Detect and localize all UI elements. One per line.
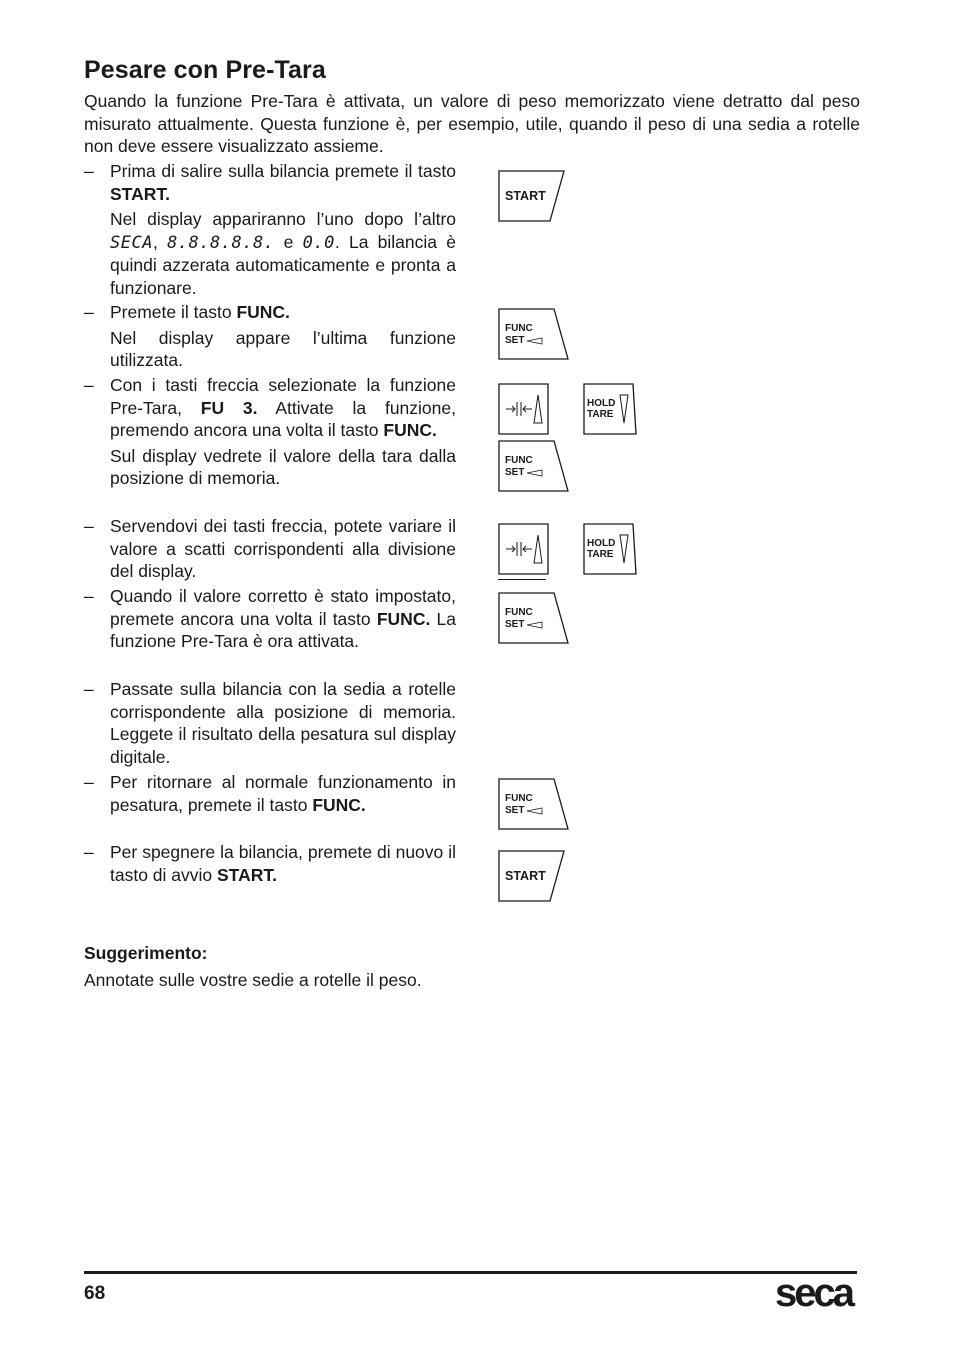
step-5 (84, 585, 456, 653)
step-3-sub: Sul display vedrete il valore della tara dalla posizione di memoria. (110, 445, 456, 488)
step-7-bold: FUNC. (312, 794, 366, 815)
func-key-illustration (498, 440, 570, 492)
step-5-bold: FUNC. (376, 608, 431, 629)
func-key-illustration (498, 778, 570, 830)
step-8-bold: START. (217, 864, 277, 885)
step-dash: – (84, 375, 94, 395)
start-key-illustration (498, 170, 568, 222)
arrow-key-illustration (498, 383, 550, 435)
step-2-sub: Nel display appare l’ultima funzione utilizzata. (110, 327, 456, 370)
step-1 (84, 160, 456, 299)
brand-logo: seca (775, 1271, 852, 1315)
func-key-label: FUNC (505, 793, 533, 804)
step-4 (84, 515, 456, 583)
set-key-label: SET (505, 619, 525, 630)
step-3-text-b: Attivate la funzione, premendo ancora una volta il tasto (110, 397, 456, 440)
tip-heading: Suggerimento: (84, 943, 208, 963)
step-3-text-a: Con i tasti freccia selezionate la funzione Pre-Tara, (110, 375, 456, 418)
func-key-illustration (498, 592, 570, 644)
step-3-bold-a: FU 3. (200, 397, 258, 418)
step-2-bold: FUNC. (236, 302, 290, 322)
step-7 (84, 771, 456, 816)
step-5-text-b: La funzione Pre-Tara è ora attivata. (110, 608, 457, 651)
lcd-88888: 8.8.8.8.8. (167, 232, 275, 253)
start-key-illustration (498, 850, 568, 902)
footer-rule (84, 1271, 857, 1274)
arrow-key-illustration (498, 523, 550, 575)
step-1-bold: START. (110, 183, 170, 204)
step-1-sub-a: Nel display appariranno l’uno dopo l’altro (110, 209, 456, 229)
step-2 (84, 301, 456, 372)
step-5-text-a: Quando il valore corretto è stato impostato, premete ancora una volta il tasto (110, 586, 456, 629)
step-dash: – (84, 679, 94, 699)
step-dash: – (84, 772, 94, 792)
set-key-label: SET (505, 467, 525, 478)
step-1-sub-b: . La bilancia è quindi azzerata automaticamente e pronta a funzionare. (110, 231, 456, 298)
hold-key-label: HOLD (587, 398, 616, 409)
step-1-text: Prima di salire sulla bilancia premete il tasto (110, 161, 456, 181)
step-dash: – (84, 586, 94, 606)
func-key-label: FUNC (505, 455, 533, 466)
lcd-00: 0.0 (302, 232, 335, 253)
set-key-label: SET (505, 335, 525, 346)
func-key-label: FUNC (505, 323, 533, 334)
step-8-text: Per spegnere la bilancia, premete di nuovo il tasto di avvio (110, 842, 456, 885)
step-1-sep2: e (274, 231, 303, 252)
step-6 (84, 678, 456, 768)
step-2-text: Premete il tasto (110, 302, 237, 322)
tip-text: Annotate sulle vostre sedie a rotelle il peso. (84, 970, 422, 990)
divider-line (498, 579, 546, 580)
intro-paragraph: Quando la funzione Pre-Tara è attivata, un valore di peso memorizzato viene detratto dal peso misurato attualmente. Questa funzione è, per esempio, utile, quando il peso di una sedia a rotelle non deve essere visualizzato assieme. (84, 91, 860, 156)
hold-tare-key-illustration (583, 523, 639, 575)
step-dash: – (84, 842, 94, 862)
step-dash: – (84, 302, 94, 322)
step-3-bold-b: FUNC. (383, 420, 437, 440)
step-8 (84, 841, 456, 886)
start-key-label: START (505, 869, 546, 883)
func-key-label: FUNC (505, 607, 533, 618)
func-key-illustration (498, 308, 570, 360)
step-dash: – (84, 161, 94, 181)
step-1-sep1: , (152, 231, 168, 252)
hold-tare-key-illustration (583, 383, 639, 435)
lcd-seca: SECA (110, 232, 153, 253)
set-key-label: SET (505, 805, 525, 816)
step-6-text: Passate sulla bilancia con la sedia a rotelle corrispondente alla posizione di memoria. Leggete il risultato della pesatura sul display digitale. (110, 679, 456, 767)
page-number: 68 (84, 1283, 106, 1304)
step-dash: – (84, 516, 94, 536)
tare-key-label: TARE (587, 549, 614, 560)
tare-key-label: TARE (587, 409, 614, 420)
step-4-text: Servendovi dei tasti freccia, potete variare il valore a scatti corrispondenti alla divisione del display. (110, 516, 456, 581)
step-3 (84, 374, 456, 490)
page-title: Pesare con Pre-Tara (84, 56, 326, 84)
start-key-label: START (505, 189, 546, 203)
hold-key-label: HOLD (587, 538, 616, 549)
step-7-text: Per ritornare al normale funzionamento in pesatura, premete il tasto (110, 772, 456, 815)
